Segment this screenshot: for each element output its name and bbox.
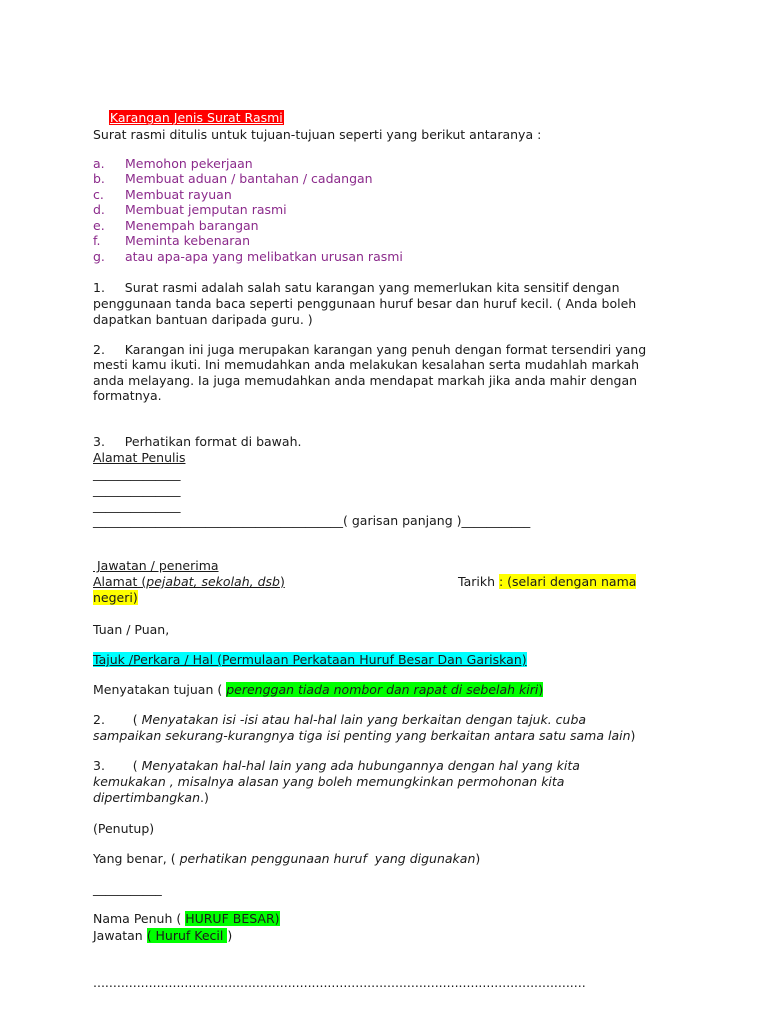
point2-line: 2. Karangan ini juga merupakan karangan yang penuh dengan format tersendiri yang bbox=[93, 342, 647, 357]
paragraph-2: 2. ( Menyatakan isi -isi atau hal-hal lain yang berkaitan dengan tajuk. cuba bbox=[93, 712, 587, 727]
address-blank: ______________ bbox=[93, 466, 181, 481]
list-item: c. Membuat rayuan bbox=[93, 187, 232, 202]
paragraph-3-cont: kemukakan , misalnya alasan yang boleh memungkinkan permohonan kita bbox=[93, 774, 565, 789]
point2-line: formatnya. bbox=[93, 388, 162, 403]
list-item: e. Menempah barangan bbox=[93, 218, 259, 233]
alamat-penulis: Alamat Penulis bbox=[93, 450, 186, 465]
paragraph-2-cont: sampaikan sekurang-kurangnya tiga isi penting yang berkaitan antara satu sama lain) bbox=[93, 728, 636, 743]
long-separator: ________________________________________( garisan panjang )___________ bbox=[93, 513, 531, 528]
intro-text: Surat rasmi ditulis untuk tujuan-tujuan seperti yang berikut antaranya : bbox=[93, 127, 542, 142]
alamat-penerima: Alamat (pejabat, sekolah, dsb) bbox=[93, 574, 285, 589]
list-item: g. atau apa-apa yang melibatkan urusan rasmi bbox=[93, 249, 403, 264]
tarikh-continued: negeri) bbox=[93, 590, 138, 605]
list-item: d. Membuat jemputan rasmi bbox=[93, 202, 287, 217]
address-blank: ______________ bbox=[93, 482, 181, 497]
title-highlight: Karangan Jenis Surat Rasmi bbox=[109, 110, 283, 125]
closing: Yang benar, ( perhatikan penggunaan huruf yang digunakan) bbox=[93, 851, 481, 866]
paragraph-1: Menyatakan tujuan ( perenggan tiada nombor dan rapat di sebelah kiri) bbox=[93, 682, 544, 697]
jawatan-penerima: Jawatan / penerima bbox=[93, 558, 219, 573]
point1-line: penggunaan tanda baca seperti penggunaan huruf besar dan huruf kecil. ( Anda boleh bbox=[93, 296, 637, 311]
address-blank: ______________ bbox=[93, 498, 181, 513]
point1-line: 1. Surat rasmi adalah salah satu karangan yang memerlukan kita sensitif dengan bbox=[93, 280, 620, 295]
list-item: f. Meminta kebenaran bbox=[93, 233, 250, 248]
tarikh: Tarikh : (selari dengan nama bbox=[458, 574, 637, 589]
point2-line: anda melayang. Ia juga memudahkan anda mendapat markah jika anda mahir dengan bbox=[93, 373, 638, 388]
paragraph-3: 3. ( Menyatakan hal-hal lain yang ada hubungannya dengan hal yang kita bbox=[93, 758, 580, 773]
dotted-separator: ............................................................................................................................ bbox=[93, 975, 586, 990]
point3-line: 3. Perhatikan format di bawah. bbox=[93, 434, 302, 449]
tajuk: Tajuk /Perkara / Hal (Permulaan Perkataan Huruf Besar Dan Gariskan) bbox=[93, 652, 527, 667]
nama-penuh: Nama Penuh ( HURUF BESAR) bbox=[93, 911, 280, 926]
signature-line: ___________ bbox=[93, 881, 162, 896]
point1-line: dapatkan bantuan daripada guru. ) bbox=[93, 312, 313, 327]
list-item: b. Membuat aduan / bantahan / cadangan bbox=[93, 171, 373, 186]
salutation: Tuan / Puan, bbox=[93, 622, 170, 637]
penutup: (Penutup) bbox=[93, 821, 155, 836]
point2-line: mesti kamu ikuti. Ini memudahkan anda melakukan kesalahan serta mudahlah markah bbox=[93, 357, 640, 372]
jawatan: Jawatan ( Huruf Kecil ) bbox=[93, 928, 233, 943]
list-item: a. Memohon pekerjaan bbox=[93, 156, 253, 171]
paragraph-3-cont: dipertimbangkan.) bbox=[93, 790, 209, 805]
